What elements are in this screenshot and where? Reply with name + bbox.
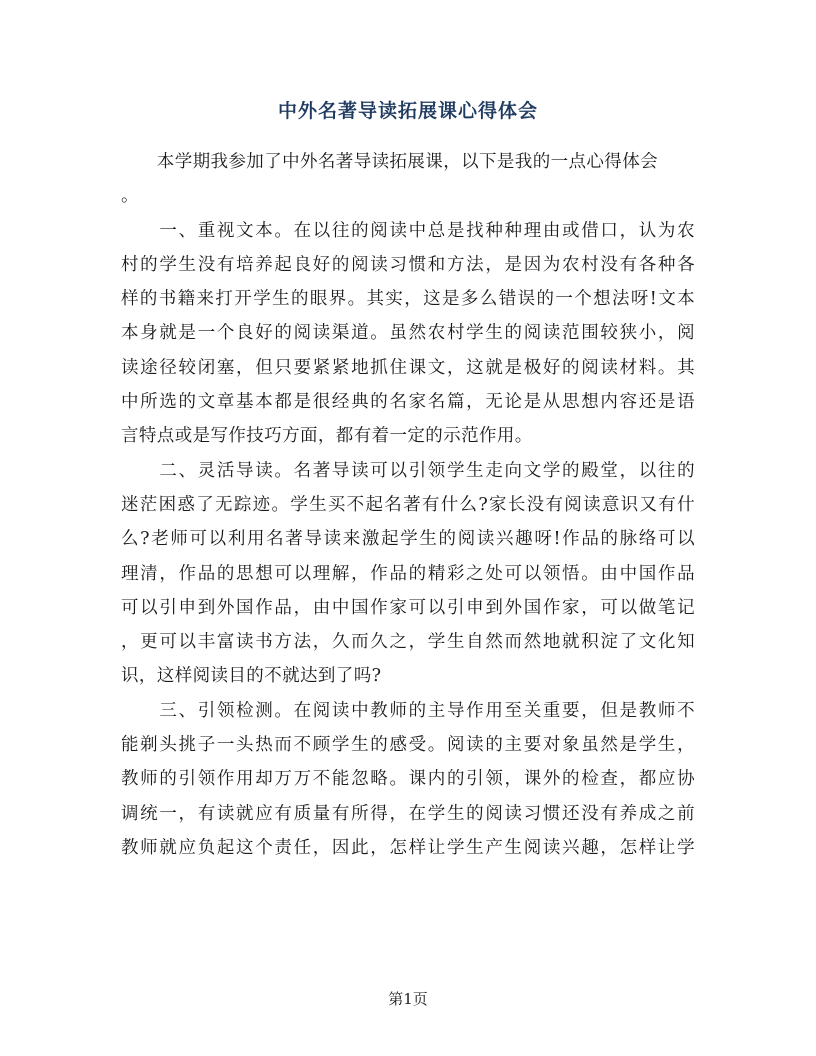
document-title: 中外名著导读拓展课心得体会: [277, 100, 538, 122]
text-line: 么?老师可以利用名著导读来激起学生的阅读兴趣呀!作品的脉络可以: [121, 529, 695, 550]
text-line: 一、重视文本。在以往的阅读中总是找种种理由或借口，认为农: [121, 220, 695, 241]
text-line: 迷茫困惑了无踪迹。学生买不起名著有什么?家长没有阅读意识又有什: [121, 494, 695, 515]
text-line: 调统一，有读就应有质量有所得，在学生的阅读习惯还没有养成之前: [121, 803, 695, 824]
text-line: 教师就应负起这个责任，因此，怎样让学生产生阅读兴趣，怎样让学: [121, 837, 695, 858]
text-line: 村的学生没有培养起良好的阅读习惯和方法，是因为农村没有各种各: [121, 254, 695, 275]
text-line: 样的书籍来打开学生的眼界。其实，这是多么错误的一个想法呀!文本: [121, 289, 695, 310]
page-number: 第1页: [388, 990, 428, 1008]
text-line: 本学期我参加了中外名著导读拓展课，以下是我的一点心得体会: [121, 152, 658, 172]
text-line: 可以引申到外国作品，由中国作家可以引申到外国作家，可以做笔记: [121, 597, 695, 618]
text-line: 识，这样阅读目的不就达到了吗?: [121, 666, 382, 687]
text-line: 理清，作品的思想可以理解，作品的精彩之处可以领悟。由中国作品: [121, 563, 695, 584]
text-line: 言特点或是写作技巧方面，都有着一定的示范作用。: [121, 426, 533, 447]
text-line: 。: [121, 186, 139, 207]
text-line: 三、引领检测。在阅读中教师的主导作用至关重要，但是教师不: [121, 700, 695, 721]
text-line: ，更可以丰富读书方法，久而久之，学生自然而然地就积淀了文化知: [121, 632, 695, 653]
text-line: 中所选的文章基本都是很经典的名家名篇，无论是从思想内容还是语: [121, 392, 695, 413]
text-line: 能剃头挑子一头热而不顾学生的感受。阅读的主要对象虽然是学生，: [121, 735, 695, 756]
text-line: 读途径较闭塞，但只要紧紧地抓住课文，这就是极好的阅读材料。其: [121, 357, 695, 378]
document-body: [121, 145, 695, 865]
text-line: 本身就是一个良好的阅读渠道。虽然农村学生的阅读范围较狭小，阅: [121, 323, 695, 344]
text-line: 二、灵活导读。名著导读可以引领学生走向文学的殿堂，以往的: [121, 460, 695, 481]
text-line: 教师的引领作用却万万不能忽略。课内的引领，课外的检查，都应协: [121, 769, 695, 790]
